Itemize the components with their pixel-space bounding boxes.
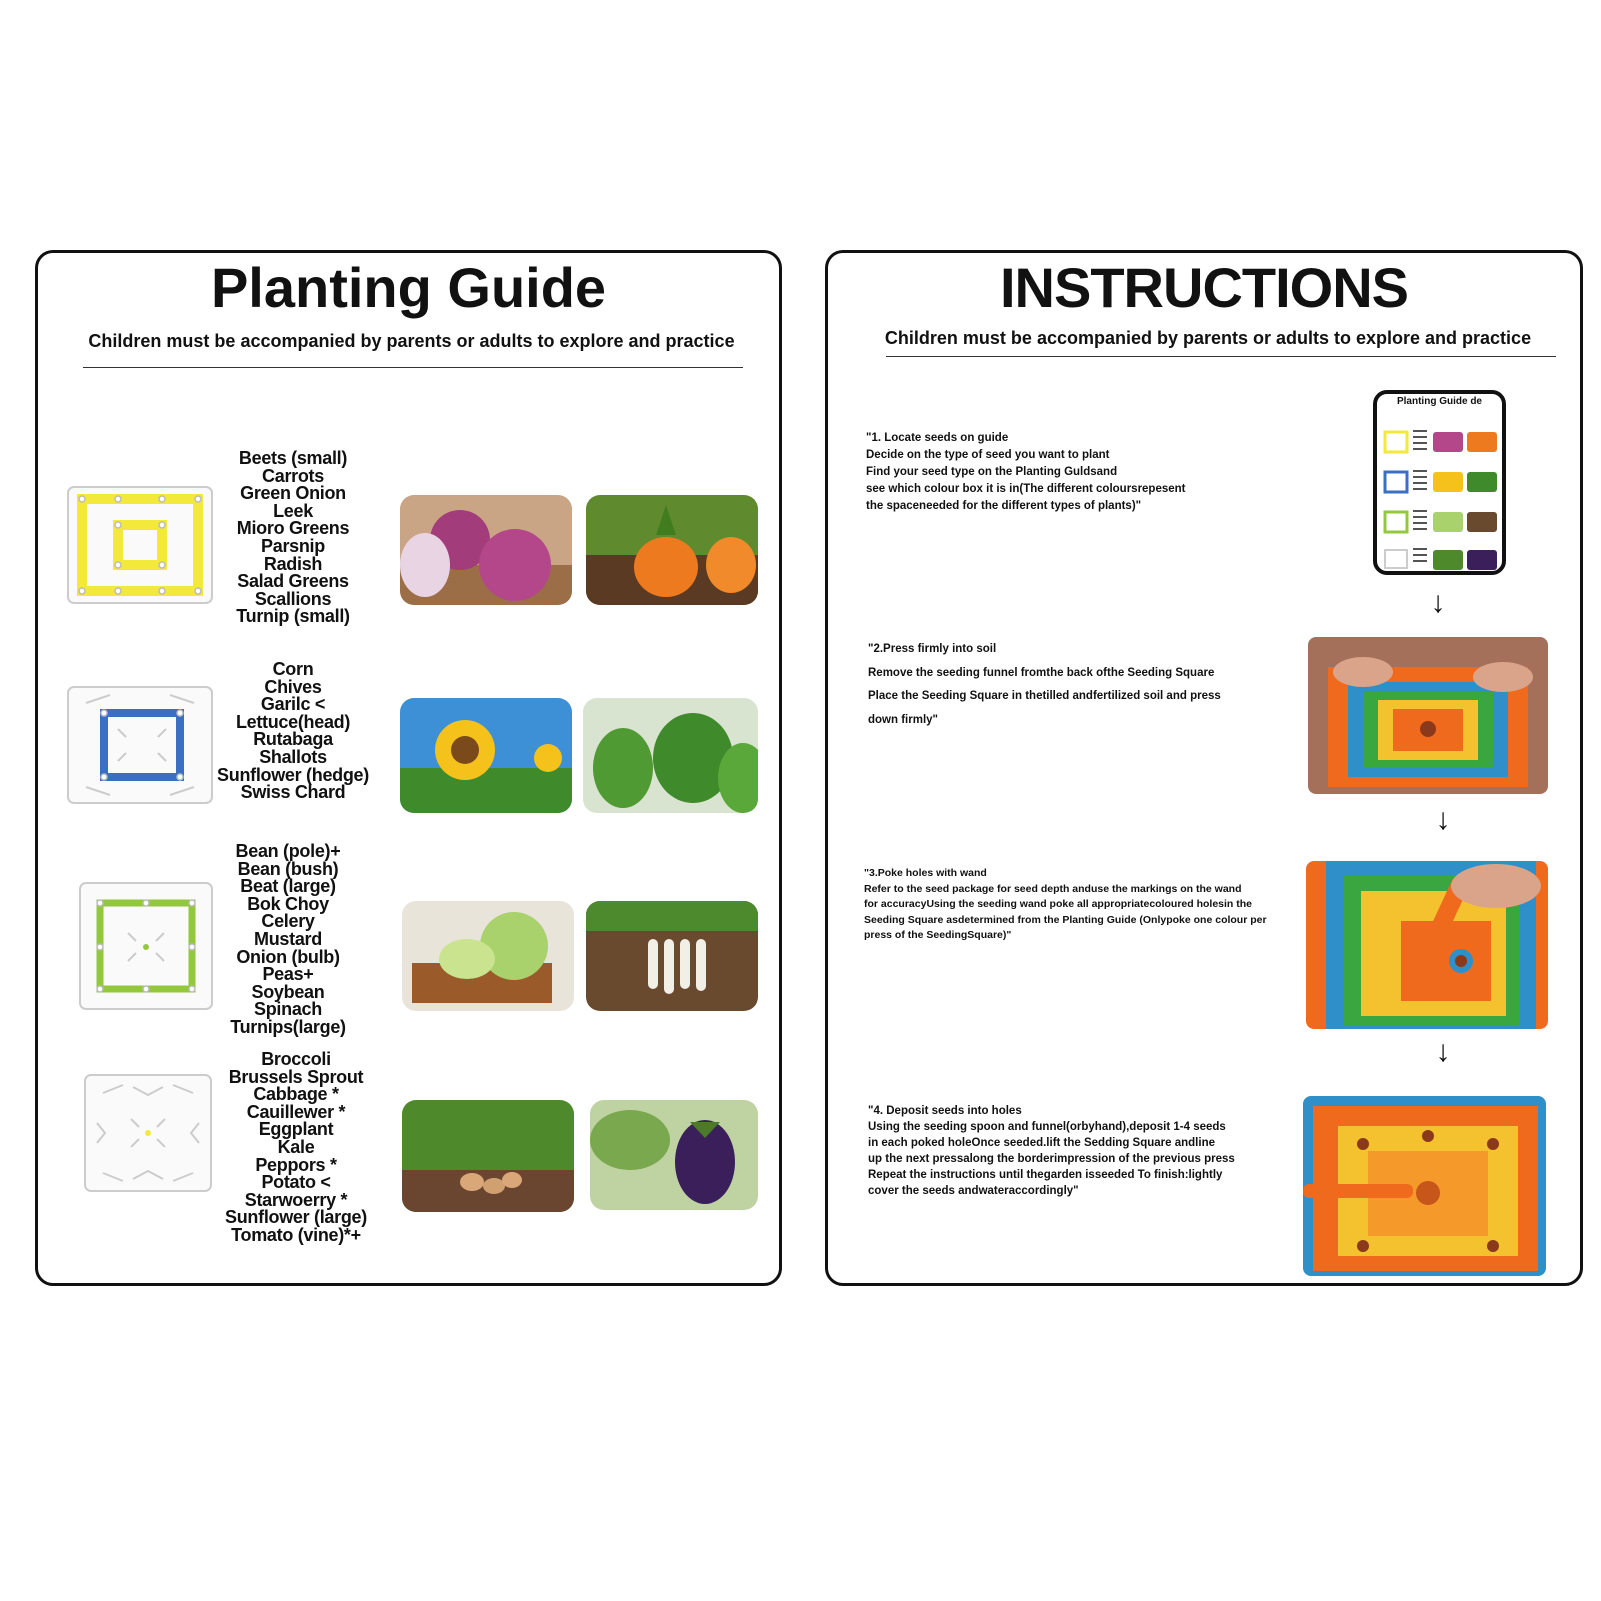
step-title: "2.Press firmly into soil <box>868 643 997 655</box>
plant-name: Parsnip <box>261 535 325 556</box>
plant-name: Celery <box>261 911 315 932</box>
plant-name: Peas+ <box>262 964 314 985</box>
blue-seeding-square-icon <box>66 685 214 810</box>
plant-name: Spinach <box>254 999 322 1020</box>
plant-name: Sunflower (hedge) <box>217 764 369 785</box>
down-arrow-icon: ↓ <box>1430 586 1446 619</box>
plant-name: Bean (pole)+ <box>235 841 341 861</box>
cabbage-photo <box>402 901 574 1011</box>
plant-list-yellow <box>203 450 383 626</box>
plant-name: Beets (small) <box>238 448 348 468</box>
step-2-text <box>868 638 1308 732</box>
subtitle-divider <box>886 356 1556 357</box>
step-line: Place the Seeding Square in thetilled andfertilized soil and press <box>868 690 1221 702</box>
plant-name: Corn <box>272 659 314 679</box>
planting-guide-panel <box>35 250 782 1286</box>
yellow-seeding-square-icon <box>66 485 214 610</box>
green-seeding-square-icon <box>78 881 214 1016</box>
plant-name: Broccoli <box>261 1049 331 1069</box>
plant-name: Cauillewer * <box>246 1101 346 1122</box>
plant-name: Onion (bulb) <box>236 946 340 967</box>
step-line: Refer to the seed package for seed depth anduse the markings on the wand <box>864 882 1242 895</box>
plant-name: Salad Greens <box>237 571 349 592</box>
plant-name: Carrots <box>262 465 324 486</box>
plant-name: Brussels Sprout <box>228 1066 364 1087</box>
step-line: Seeding Square asdetermined from the Planting Guide (Onlypoke one colour per <box>864 913 1267 926</box>
press-into-soil-photo <box>1308 637 1548 794</box>
planting-guide-thumbnail <box>1373 390 1506 575</box>
down-arrow-icon: ↓ <box>1435 803 1451 836</box>
pea-plant-photo <box>583 698 758 813</box>
plant-name: Beat (large) <box>240 876 336 897</box>
planting-guide-title: Planting Guide <box>210 256 607 319</box>
plant-name: Soybean <box>251 981 325 1002</box>
plant-name: Turnips(large) <box>230 1016 346 1037</box>
plant-name: Peppors * <box>255 1154 337 1175</box>
step-line: the spaceneeded for the different types of plants)" <box>866 500 1142 512</box>
poke-holes-photo <box>1306 861 1548 1029</box>
plant-name: Shallots <box>259 746 327 767</box>
step-line: press of the SeedingSquare)" <box>864 929 1012 941</box>
step-line: Using the seeding spoon and funnel(orbyhand),deposit 1-4 seeds <box>868 1121 1226 1133</box>
thumbnail-title: Planting Guide de <box>1396 396 1482 407</box>
down-arrow-icon: ↓ <box>1435 1035 1451 1068</box>
potato-photo <box>402 1100 574 1212</box>
instructions-panel <box>825 250 1583 1286</box>
onion-photo <box>400 495 572 605</box>
step-line: Remove the seeding funnel fromthe back ofthe Seeding Square <box>868 666 1215 679</box>
step-line: Repeat the instructions until thegarden isseeded To finish:lightly <box>868 1169 1223 1181</box>
plant-name: Garilc < <box>260 694 326 715</box>
grey-seeding-square-icon <box>83 1073 213 1198</box>
plant-name: Bok Choy <box>247 893 329 914</box>
plant-name: Swiss Chard <box>240 782 346 803</box>
sunflower-photo <box>400 698 572 813</box>
plant-name: Cabbage * <box>253 1084 339 1105</box>
step-line: in each poked holeOnce seeded.lift the Sedding Square andline <box>868 1137 1215 1149</box>
plant-name: Potato < <box>261 1172 331 1193</box>
plant-name: Eggplant <box>258 1119 334 1140</box>
plant-name: Lettuce(head) <box>235 711 351 732</box>
plant-name: Sunflower (large) <box>225 1207 367 1228</box>
plant-name: Turnip (small) <box>236 606 350 627</box>
plant-list-grey <box>206 1051 386 1245</box>
step-line: Decide on the type of seed you want to plant <box>866 449 1110 461</box>
plant-name: Starwoerry * <box>244 1189 348 1210</box>
plant-name: Radish <box>263 553 323 574</box>
plant-name: Mioro Greens <box>236 518 350 539</box>
step-3-text <box>864 866 1284 944</box>
step-line: for accuracyUsing the seeding wand poke all appropriatecoloured holesin the <box>864 898 1253 910</box>
plant-name: Scallions <box>254 588 332 609</box>
instructions-subtitle: Children must be accompanied by parents or adults to explore and practice <box>884 328 1532 348</box>
instructions-title: INSTRUCTIONS <box>1000 256 1408 319</box>
step-line: see which colour box it is in(The different coloursrepesent <box>866 483 1186 495</box>
radish-photo <box>586 901 758 1011</box>
step-line: up the next pressalong the borderimpression of the previous press <box>868 1153 1235 1165</box>
plant-list-blue <box>203 661 383 802</box>
carrot-photo <box>586 495 758 605</box>
step-line: down firmly" <box>868 713 938 726</box>
plant-name: Bean (bush) <box>237 858 339 879</box>
deposit-seeds-photo <box>1303 1096 1546 1276</box>
plant-name: Chives <box>264 676 322 697</box>
step-title: "4. Deposit seeds into holes <box>868 1105 1022 1117</box>
plant-name: Mustard <box>254 928 322 949</box>
planting-guide-subtitle: Children must be accompanied by parents or adults to explore and practice <box>88 331 735 351</box>
step-title: "1. Locate seeds on guide <box>866 432 1009 444</box>
plant-name: Leek <box>273 500 313 521</box>
step-line: cover the seeds andwateraccordingly" <box>868 1185 1079 1197</box>
step-1-text <box>866 430 1286 515</box>
plant-name: Green Onion <box>240 483 346 504</box>
plant-name: Kale <box>277 1136 315 1157</box>
step-line: Find your seed type on the Planting Guldsand <box>866 466 1118 478</box>
step-4-text <box>868 1103 1298 1199</box>
eggplant-photo <box>590 1100 758 1210</box>
subtitle-divider <box>83 367 743 368</box>
plant-name: Rutabaga <box>253 729 333 750</box>
plant-list-green <box>198 843 378 1037</box>
plant-name: Tomato (vine)*+ <box>231 1224 361 1245</box>
step-title: "3.Poke holes with wand <box>864 867 987 879</box>
